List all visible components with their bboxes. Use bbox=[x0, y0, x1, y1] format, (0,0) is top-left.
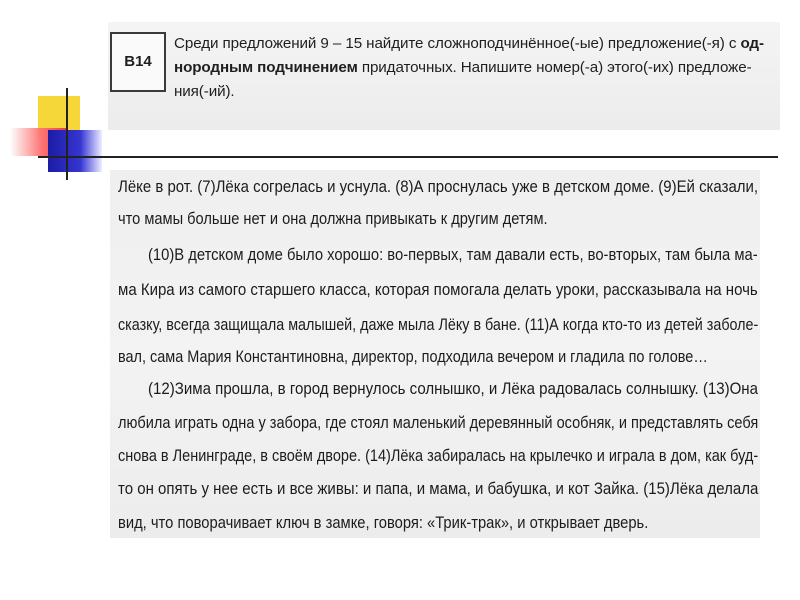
task-code-box: B14 bbox=[110, 32, 166, 92]
passage-line: вал, сама Мария Константиновна, директор, подходила вечером и гладила по голове… bbox=[118, 347, 708, 366]
task-line-1-bold: од- bbox=[740, 35, 764, 52]
task-scan bbox=[108, 22, 780, 130]
passage-line: Лёке в рот. (7)Лёка согрелась и уснула. (8)А проснулась уже в детском доме. (9)Ей сказали, bbox=[118, 177, 759, 196]
passage-line: любила играть одна у забора, где стоял маленький деревянный особняк, и представлять себя bbox=[118, 413, 759, 432]
passage-line: (10)В детском доме было хорошо: во-первых, там давали есть, во-вторых, там была ма- bbox=[148, 245, 758, 264]
passage-line: ма Кира из самого старшего класса, которая помогала делать уроки, рассказывала на ночь bbox=[118, 280, 758, 299]
passage-line: (12)Зима прошла, в город вернулось солнышко, и Лёка радовалась солнышку. (13)Она bbox=[148, 379, 758, 398]
decor-vertical-line bbox=[66, 88, 68, 180]
task-line-2-text: придаточных. Напишите номер(-а) этого(-их) предложе- bbox=[357, 59, 752, 76]
task-line-2-bold: нородным подчинением bbox=[174, 59, 358, 76]
task-instruction bbox=[174, 32, 774, 104]
task-line-1-text: Среди предложений 9 – 15 найдите сложноподчинённое(-ые) предложение(-я) с bbox=[174, 35, 741, 52]
passage-line: сказку, всегда защищала малышей, даже мыла Лёку в бане. (11)А когда кто-то из детей заболе- bbox=[118, 315, 759, 334]
passage-line: вид, что поворачивает ключ в замке, говоря: «Трик-трак», и открывает дверь. bbox=[118, 513, 649, 532]
task-line-3: ния(-ий). bbox=[174, 83, 235, 100]
decor-blue-square bbox=[48, 130, 102, 172]
task-line-1 bbox=[174, 32, 774, 56]
decor-horizontal-line bbox=[38, 156, 778, 158]
passage-line: что мамы больше нет и она должна привыкать к другим детям. bbox=[118, 209, 548, 228]
passage-line: снова в Ленинграде, в своём дворе. (14)Лёка забиралась на крылечко и играла в дом, как буд- bbox=[118, 446, 759, 465]
passage-scan bbox=[110, 170, 760, 538]
task-line-2 bbox=[174, 56, 774, 80]
passage-line: то он опять у нее есть и все живы: и папа, и мама, и бабушка, и кот Зайка. (15)Лёка делала bbox=[118, 479, 759, 498]
